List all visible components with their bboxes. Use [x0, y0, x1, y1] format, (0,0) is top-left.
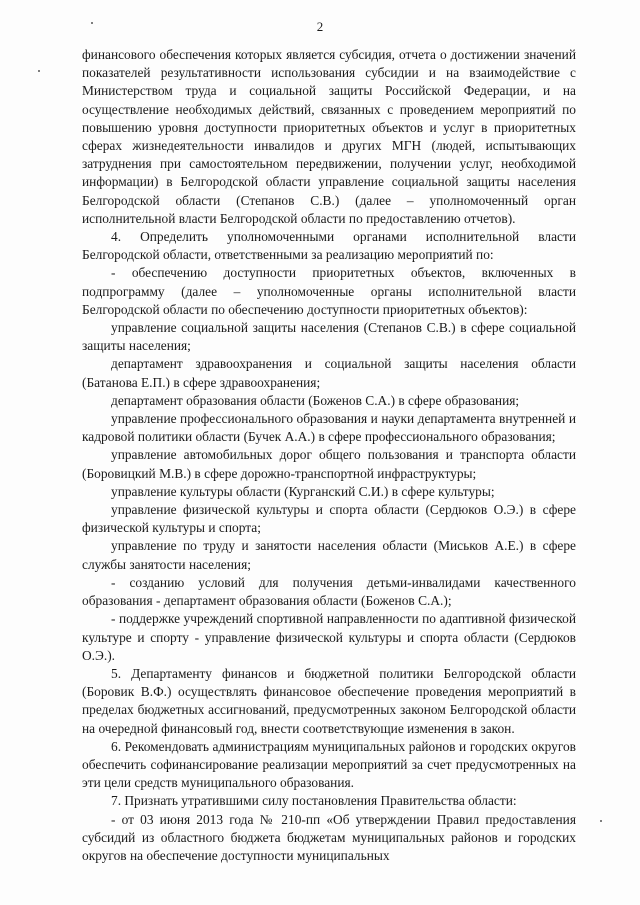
paragraph: управление по труду и занятости населения области (Миськов А.Е.) в сфере службы занятости населения;	[82, 538, 576, 572]
paragraph: 5. Департаменту финансов и бюджетной политики Белгородской области (Боровик В.Ф.) осуществлять финансовое обеспечение проведения мероприятий в пределах бюджетных ассигнований, предусмотренных законом Белгородской области на очередной финансовый год, внести соответствующие изменения в закон.	[82, 665, 576, 736]
paragraph: - обеспечению доступности приоритетных объектов, включенных в подпрограмму (далее – уполномоченные органы исполнительной власти Белгородской области по обеспечению доступности приоритетных объектов):	[82, 265, 576, 317]
scan-speck	[600, 820, 602, 822]
paragraph: управление физической культуры и спорта области (Сердюков О.Э.) в сфере физической культуры и спорта;	[82, 502, 576, 536]
paragraph: 7. Признать утратившими силу постановления Правительства области:	[111, 793, 517, 809]
paragraph: департамент образования области (Боженов С.А.) в сфере образования;	[111, 392, 520, 408]
document-body	[82, 46, 576, 865]
scan-speck	[38, 70, 40, 72]
paragraph: 6. Рекомендовать администрациям муниципальных районов и городских округов обеспечить софинансирование реализации мероприятий за счет предусмотренных на эти цели средств муниципального образования.	[82, 738, 576, 791]
paragraph: управление культуры области (Курганский С.И.) в сфере культуры;	[111, 483, 495, 499]
paragraph: - от 03 июня 2013 года № 210-пп «Об утверждении Правил предоставления субсидий из областного бюджета бюджетам муниципальных районов и городских округов на обеспечение доступности муниципальных	[82, 811, 576, 863]
paragraph: финансового обеспечения которых является субсидия, отчета о достижении значений показателей результативности использования субсидии и на взаимодействие с Министерством труда и социальной защиты Российской Федерации, и на осуществление необходимых действий, связанных с проведением мероприятий по повышению уровня доступности приоритетных объектов и услуг в приоритетных сферах жизнедеятельности инвалидов и других МГН (людей, испытывающих затруднения при самостоятельном передвижении, получении услуг, необходимой информации) в Белгородской области управление социальной защиты населения Белгородской области (Степанов С.В.) (далее – уполномоченный орган исполнительной власти Белгородской области по предоставлению отчетов).	[82, 47, 576, 226]
paragraph: 4. Определить уполномоченными органами исполнительной власти Белгородской области, ответственными за реализацию мероприятий по:	[82, 229, 576, 263]
paragraph: управление социальной защиты населения (Степанов С.В.) в сфере социальной защиты населения;	[82, 320, 576, 354]
page-number: 2	[316, 19, 324, 34]
scan-speck	[91, 22, 93, 24]
paragraph: - поддержке учреждений спортивной направленности по адаптивной физической культуре и спорту - управление физической культуры и спорта области (Сердюков О.Э.).	[82, 611, 576, 663]
paragraph: департамент здравоохранения и социальной защиты населения области (Батанова Е.П.) в сфере здравоохранения;	[82, 356, 576, 390]
paragraph: управление профессионального образования и науки департамента внутренней и кадровой политики области (Бучек А.А.) в сфере профессионального образования;	[82, 411, 576, 445]
paragraph: - созданию условий для получения детьми-инвалидами качественного образования - департамент образования области (Боженов С.А.);	[82, 574, 576, 609]
paragraph: управление автомобильных дорог общего пользования и транспорта области (Боровицкий М.В.) в сфере дорожно-транспортной инфраструктуры;	[82, 447, 576, 481]
